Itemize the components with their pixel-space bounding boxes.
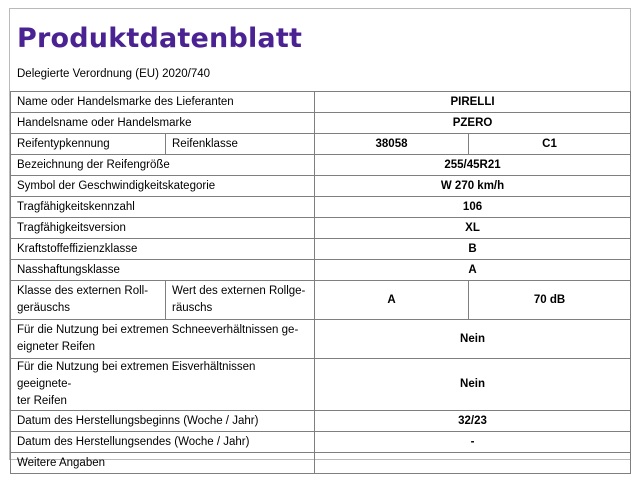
size-label: Bezeichnung der Reifengröße bbox=[11, 155, 315, 176]
table-row bbox=[11, 218, 631, 239]
table-row bbox=[11, 134, 631, 155]
wet-grip-value: A bbox=[315, 260, 631, 281]
data-table bbox=[10, 91, 631, 474]
snow-label-line1: Für die Nutzung bei extremen Schneeverhältnissen ge- bbox=[17, 324, 299, 336]
noise-class-label-line1: Klasse des externen Roll- bbox=[17, 285, 149, 297]
noise-db-value: 70 dB bbox=[469, 281, 631, 320]
table-row bbox=[11, 113, 631, 134]
tyre-class-value: C1 bbox=[469, 134, 631, 155]
fuel-class-label: Kraftstoffeffizienzklasse bbox=[11, 239, 315, 260]
further-info-value bbox=[315, 453, 631, 474]
type-id-value: 38058 bbox=[315, 134, 469, 155]
table-row bbox=[11, 453, 631, 474]
noise-class-label-line2: geräuschs bbox=[17, 302, 71, 314]
table-row bbox=[11, 155, 631, 176]
trade-name-value: PZERO bbox=[315, 113, 631, 134]
further-info-label: Weitere Angaben bbox=[11, 453, 315, 474]
production-end-label: Datum des Herstellungsendes (Woche / Jahr) bbox=[11, 432, 315, 453]
product-data-sheet bbox=[9, 8, 631, 469]
table-row bbox=[11, 239, 631, 260]
table-row bbox=[11, 281, 631, 320]
load-index-value: 106 bbox=[315, 197, 631, 218]
table-row bbox=[11, 197, 631, 218]
load-version-label: Tragfähigkeitsversion bbox=[11, 218, 315, 239]
snow-label bbox=[11, 320, 315, 359]
trade-name-label: Handelsname oder Handelsmarke bbox=[11, 113, 315, 134]
production-start-label: Datum des Herstellungsbeginns (Woche / Jahr) bbox=[11, 411, 315, 432]
table-row bbox=[11, 432, 631, 453]
supplier-label: Name oder Handelsmarke des Lieferanten bbox=[11, 92, 315, 113]
snow-label-line2: eigneter Reifen bbox=[17, 341, 95, 353]
load-index-label: Tragfähigkeitskennzahl bbox=[11, 197, 315, 218]
speed-label: Symbol der Geschwindigkeitskategorie bbox=[11, 176, 315, 197]
noise-class-label bbox=[11, 281, 166, 320]
table-row bbox=[11, 176, 631, 197]
speed-value: W 270 km/h bbox=[315, 176, 631, 197]
table-row bbox=[11, 320, 631, 359]
ice-value: Nein bbox=[315, 359, 631, 411]
production-end-value: - bbox=[315, 432, 631, 453]
table-row bbox=[11, 411, 631, 432]
noise-value-label-line2: räuschs bbox=[172, 302, 213, 314]
ice-label bbox=[11, 359, 315, 411]
type-id-label: Reifentypkennung bbox=[11, 134, 166, 155]
snow-value: Nein bbox=[315, 320, 631, 359]
wet-grip-label: Nasshaftungsklasse bbox=[11, 260, 315, 281]
noise-value-label-line1: Wert des externen Rollge- bbox=[172, 285, 306, 297]
size-value: 255/45R21 bbox=[315, 155, 631, 176]
noise-value-label bbox=[166, 281, 315, 320]
regulation-subtitle: Delegierte Verordnung (EU) 2020/740 bbox=[17, 68, 211, 80]
table-row bbox=[11, 359, 631, 411]
page-title: Produktdatenblatt bbox=[17, 23, 303, 54]
ice-label-line1: Für die Nutzung bei extremen Eisverhältnissen geeignete- bbox=[17, 361, 256, 390]
table-row bbox=[11, 92, 631, 113]
supplier-value: PIRELLI bbox=[315, 92, 631, 113]
fuel-class-value: B bbox=[315, 239, 631, 260]
ice-label-line2: ter Reifen bbox=[17, 395, 67, 407]
load-version-value: XL bbox=[315, 218, 631, 239]
production-start-value: 32/23 bbox=[315, 411, 631, 432]
noise-class-value: A bbox=[315, 281, 469, 320]
table-row bbox=[11, 260, 631, 281]
tyre-class-label: Reifenklasse bbox=[166, 134, 315, 155]
